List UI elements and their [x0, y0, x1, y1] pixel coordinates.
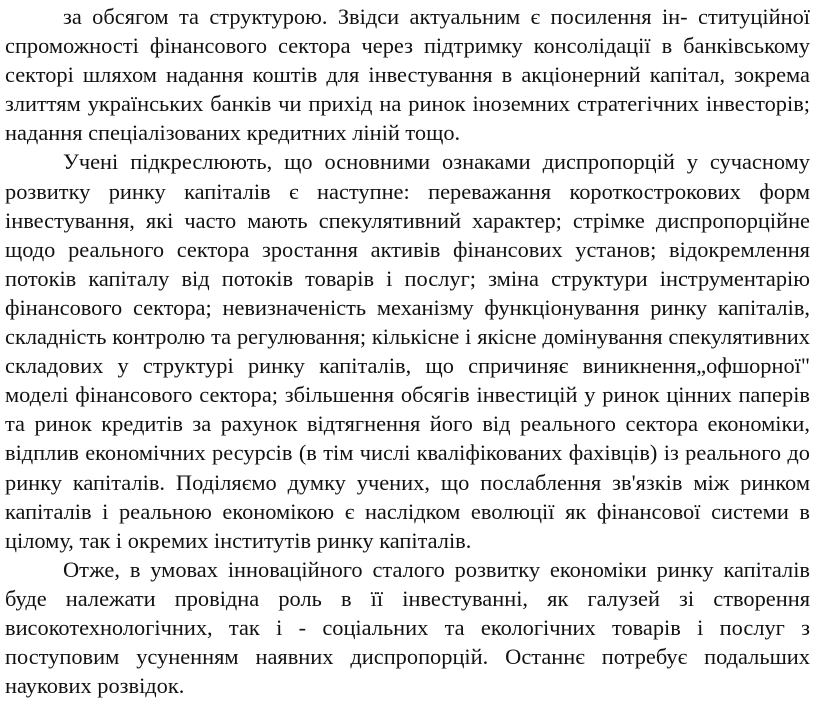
paragraph-1: за обсягом та структурою. Звідси актуальним є посилення ін- ституційної спроможності фінансового сектора через підтримку консолідації в банківському секторі шляхом надання коштів для інвестування в акціонерний капітал, зокрема злиттям українських банків чи прихід на ринок іноземних стратегічних інвесторів; надання спеціалізованих кредитних ліній тощо.	[5, 4, 810, 146]
paragraph-3: Отже, в умовах інноваційного сталого розвитку економіки ринку капіталів буде належати провідна роль в її інвестуванні, як галузей зі створення високотехнологічних, так і - соціальних та екологічних товарів і послуг з поступовим усуненням наявних диспропорцій. Останнє потребує подальших наукових розвідок.	[5, 556, 810, 699]
paragraph-2: Учені підкреслюють, що основними ознаками диспропорцій у сучасному розвитку ринку капіталів є наступне: переважання короткострокових форм інвестування, які часто мають спекулятивний характер; стрімке диспропорційне щодо реального сектора зростання активів фінансових установ; відокремлення потоків капіталу від потоків товарів і послуг; зміна структури інструментарію фінансового сектора; невизначеність механізму функціонування ринку капіталів, складність контролю та регулювання; кількісне і якісне домінування спекулятивних складових у структурі ринку капіталів, що спричиняє виникнення„офшорної" моделі фінансового сектора; збільшення обсягів інвестицій у ринок цінних паперів та ринок кредитів за рахунок відтягнення його від реального сектора економіки, відплив економічних ресурсів (в тім числі кваліфікованих фахівців) із реального до ринку капіталів. Поділяємо думку учених, що послаблення зв'язків між ринком капіталів і реальною економікою є наслідком еволюції як фінансової системи в цілому, так і окремих інститутів ринку капіталів.	[5, 149, 810, 553]
